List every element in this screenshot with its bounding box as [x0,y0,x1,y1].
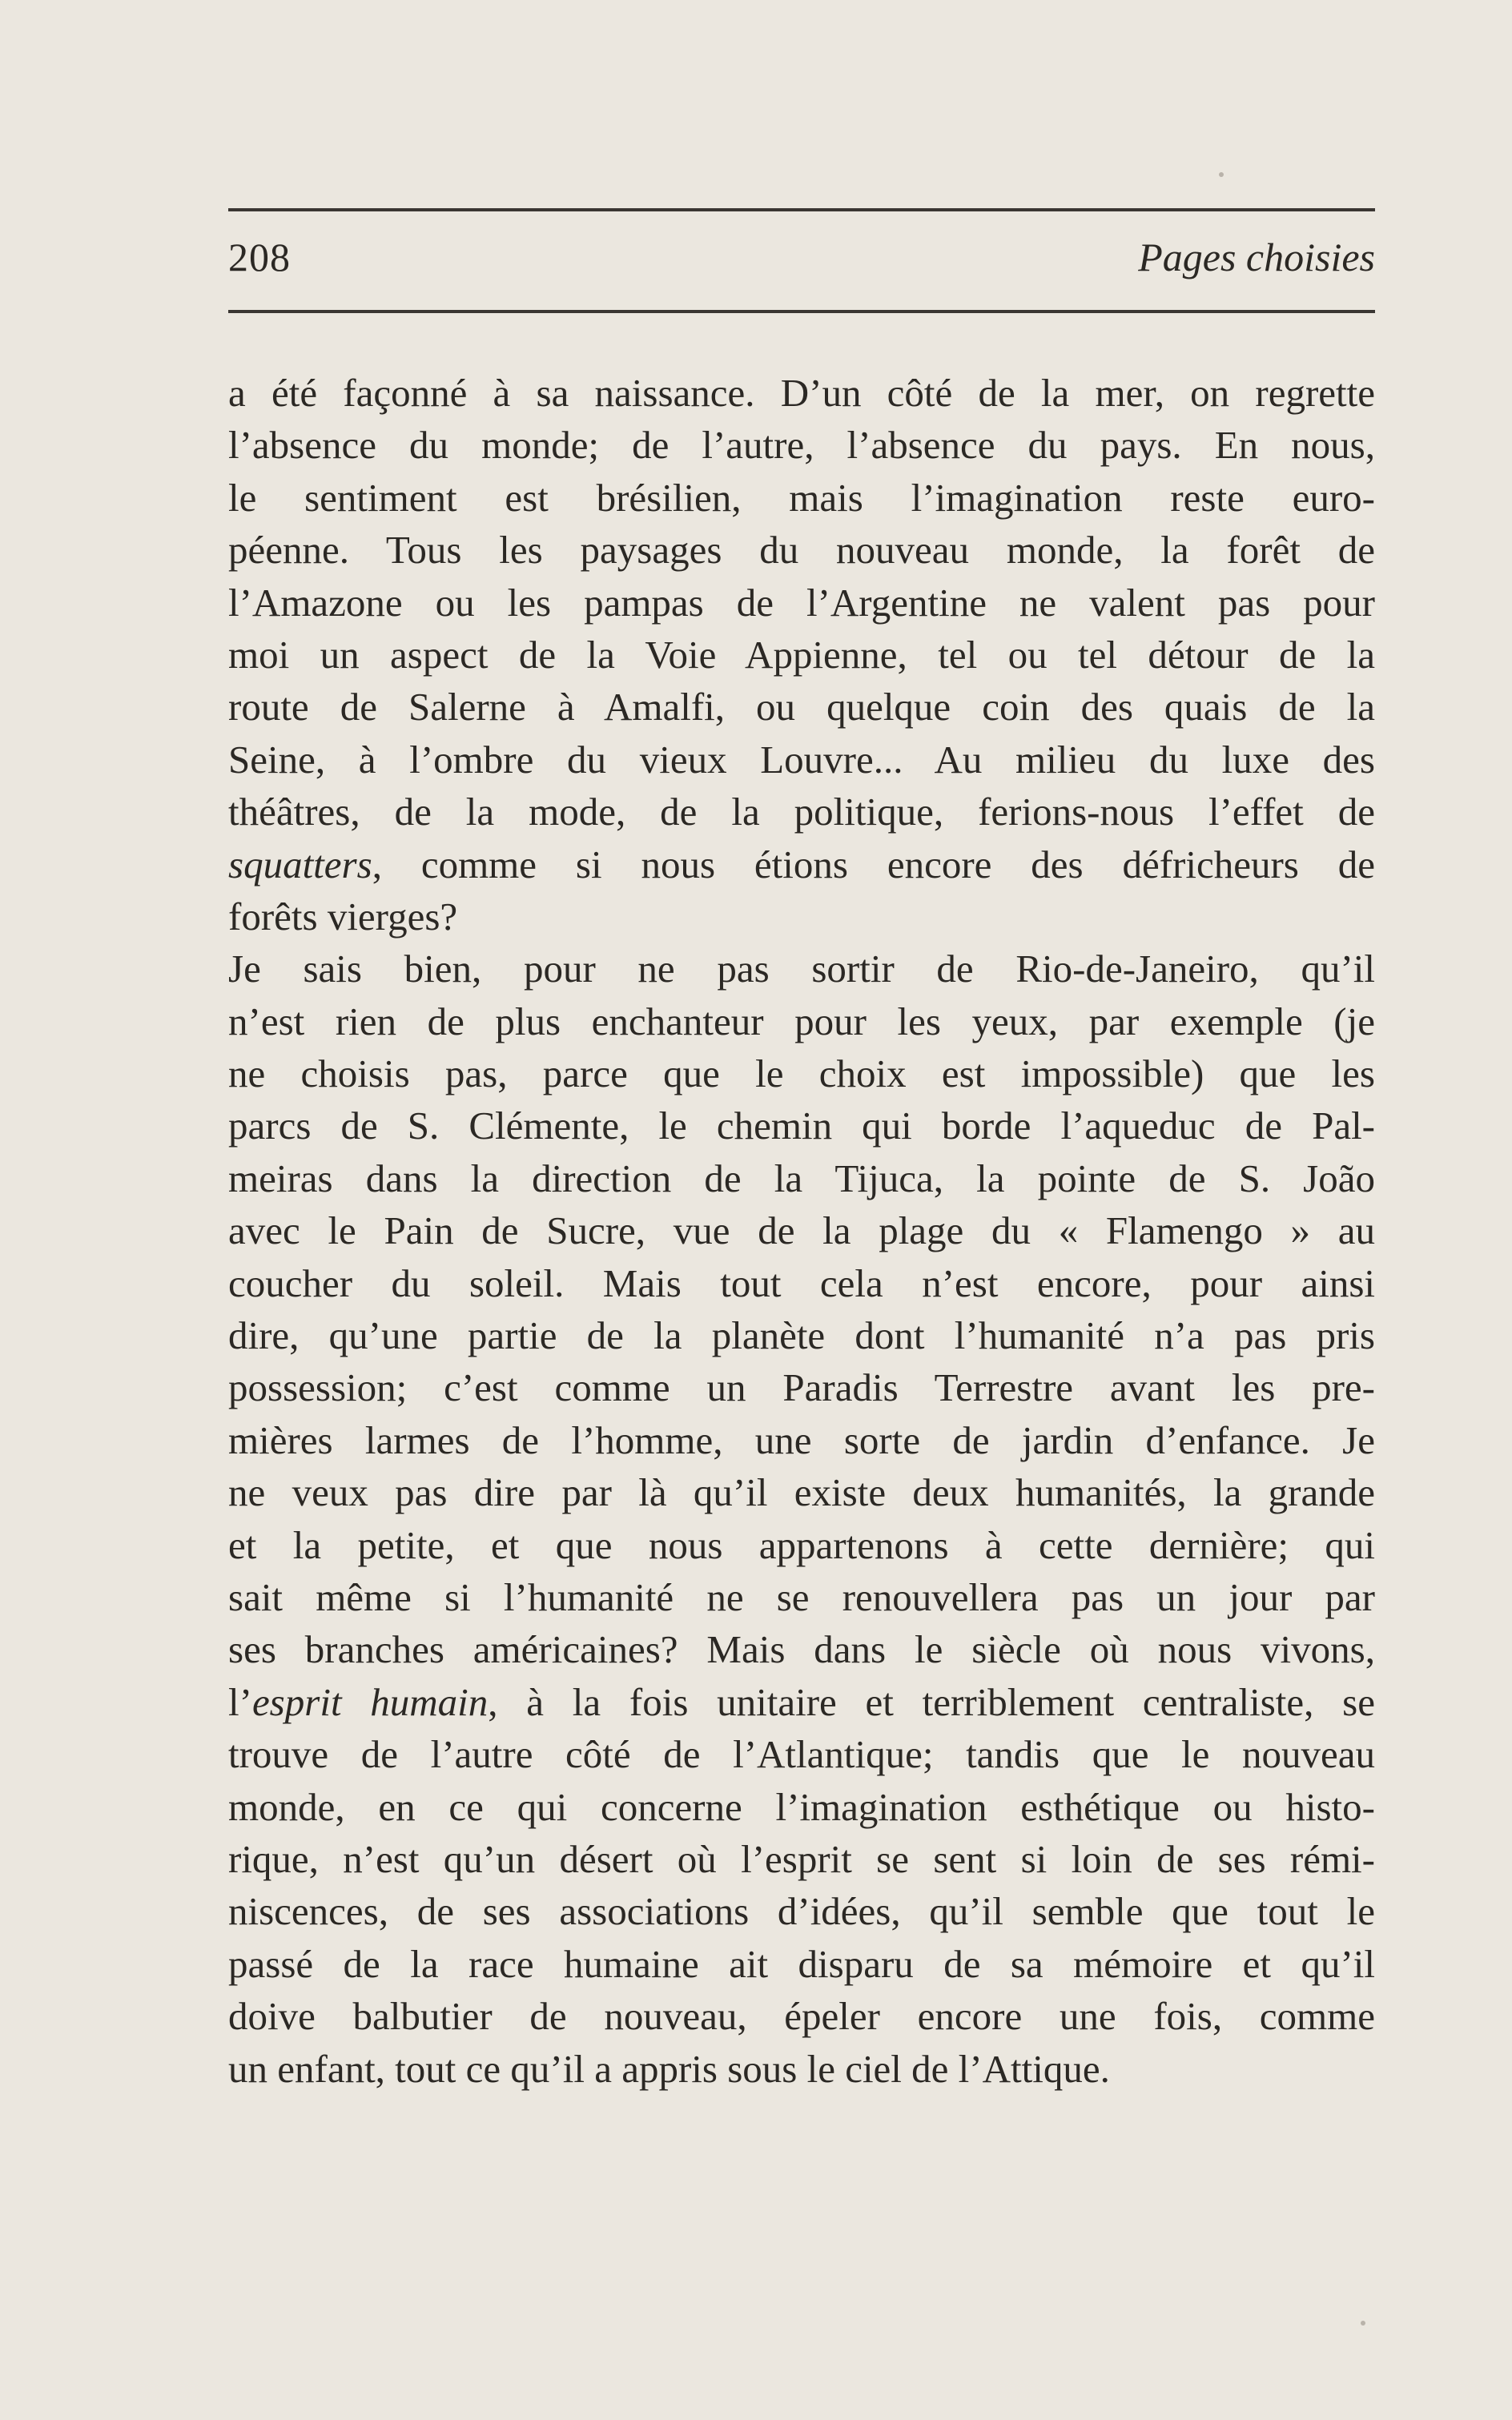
text-line [228,890,1375,943]
italic-term: esprit humain [251,1679,489,1724]
text-line [228,786,1375,838]
text-line [228,838,1375,890]
text-line-content: forêts vierges? [228,894,458,939]
text-line [228,1623,1375,1675]
text-line [228,419,1375,471]
text-line [228,1571,1375,1623]
text-line-content: coucher du soleil. Mais tout cela n’est encore, pour ainsi [228,1260,1375,1305]
text-line-content: ses branches américaines? Mais dans le siècle où nous vivons, [228,1627,1375,1672]
text-line [228,1781,1375,1833]
page-number: 208 [228,235,291,279]
text-line [228,1519,1375,1571]
text-line-content: mières larmes de l’homme, une sorte de jardin d’enfance. Je [228,1417,1375,1462]
text-line-content: niscences, de ses associations d’idées, qu’il semble que tout le [228,1889,1375,1934]
text-line-content: , comme si nous étions encore des défricheurs de [372,842,1375,886]
body-text [228,367,1375,2095]
text-line-content: rique, n’est qu’un désert où l’esprit se sent si loin de ses rémi- [228,1836,1375,1881]
text-line-prefix: l’ [228,1679,252,1724]
text-line [228,681,1375,733]
text-line [228,1885,1375,1937]
text-line-content: meiras dans la direction de la Tijuca, la pointe de S. João [228,1156,1375,1200]
text-line [228,577,1375,629]
text-line [228,1257,1375,1309]
text-line [228,1099,1375,1152]
header-rule-top [228,208,1375,211]
text-line [228,367,1375,419]
text-line-content: moi un aspect de la Voie Appienne, tel ou tel détour de la [228,632,1375,677]
text-line [228,1728,1375,1780]
text-line-content: un enfant, tout ce qu’il a appris sous le ciel de l’Attique. [228,2046,1110,2091]
text-line [228,1361,1375,1413]
text-line [228,1990,1375,2042]
text-line-content: , à la fois unitaire et terriblement centraliste, se [488,1679,1375,1724]
text-line [228,995,1375,1047]
text-line [228,1047,1375,1099]
text-line [228,1204,1375,1256]
text-line-content: péenne. Tous les paysages du nouveau monde, la forêt de [228,528,1375,573]
text-line [228,472,1375,524]
text-line-content: doive balbutier de nouveau, épeler encore une fois, comme [228,1994,1375,2039]
text-line [228,1466,1375,1518]
text-line [228,524,1375,576]
text-line-content: parcs de S. Clémente, le chemin qui borde l’aqueduc de Pal- [228,1103,1375,1148]
text-line-content: sait même si l’humanité ne se renouvellera pas un jour par [228,1574,1375,1619]
italic-term: squatters [228,842,372,886]
paper-speck [1361,2321,1365,2326]
text-line [228,1938,1375,1990]
text-line-content: et la petite, et que nous appartenons à cette dernière; qui [228,1522,1375,1567]
text-line-content: avec le Pain de Sucre, vue de la plage du « Flamengo » au [228,1208,1375,1253]
text-line [228,1309,1375,1361]
text-line-content: possession; c’est comme un Paradis Terrestre avant les pre- [228,1365,1375,1410]
text-line-content: ne choisis pas, parce que le choix est impossible) que les [228,1051,1375,1096]
text-line-content: l’Amazone ou les pampas de l’Argentine ne valent pas pour [228,580,1375,625]
header-rule-bottom [228,310,1375,313]
text-line-content: l’absence du monde; de l’autre, l’absence du pays. En nous, [228,423,1375,468]
text-line-content: Seine, à l’ombre du vieux Louvre... Au milieu du luxe des [228,737,1375,782]
text-line-content: le sentiment est brésilien, mais l’imagination reste euro- [228,475,1375,520]
text-line [228,734,1375,786]
text-line-content: dire, qu’une partie de la planète dont l’humanité n’a pas pris [228,1313,1375,1358]
text-line-content: théâtres, de la mode, de la politique, ferions-nous l’effet de [228,790,1375,834]
text-line [228,1414,1375,1466]
text-line [228,943,1375,995]
text-line [228,629,1375,681]
text-line [228,2043,1375,2095]
running-title: Pages choisies [1138,235,1375,279]
text-line-content: trouve de l’autre côté de l’Atlantique; tandis que le nouveau [228,1732,1375,1777]
text-line-content: Je sais bien, pour ne pas sortir de Rio-de-Janeiro, qu’il [228,947,1375,991]
text-line [228,1676,1375,1728]
text-line-content: ne veux pas dire par là qu’il existe deux humanités, la grande [228,1470,1375,1515]
paper-speck [1219,172,1224,177]
text-line-content: route de Salerne à Amalfi, ou quelque coin des quais de la [228,685,1375,730]
text-line [228,1152,1375,1204]
text-line-content: a été façonné à sa naissance. D’un côté de la mer, on regrette [228,371,1375,415]
text-line-content: monde, en ce qui concerne l’imagination esthétique ou histo- [228,1784,1375,1829]
text-line-content: n’est rien de plus enchanteur pour les yeux, par exemple (je [228,999,1375,1043]
text-line-content: passé de la race humaine ait disparu de sa mémoire et qu’il [228,1941,1375,1986]
text-line [228,1833,1375,1885]
